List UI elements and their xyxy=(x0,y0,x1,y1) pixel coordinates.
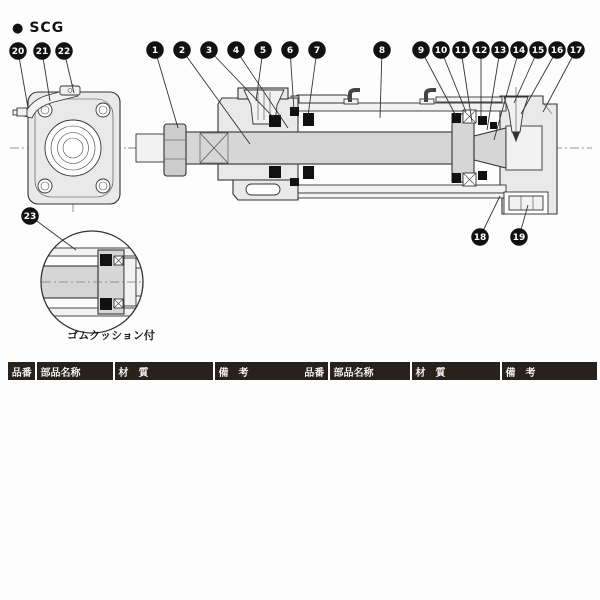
detail-view-rubber-cushion xyxy=(38,231,166,333)
callout-number-7: 7 xyxy=(313,46,321,57)
rod-packing-seal xyxy=(269,115,281,127)
callout-number-8: 8 xyxy=(378,46,386,57)
cylinder-gasket-seal xyxy=(290,107,299,116)
header-part-name: 部品名称 xyxy=(329,363,411,380)
header-part-no: 品番 xyxy=(9,363,36,380)
header-remarks: 備 考 xyxy=(214,363,301,380)
side-section-view xyxy=(128,87,592,214)
piston-packing-seal xyxy=(452,113,461,123)
callout-number-19: 19 xyxy=(512,233,526,244)
rod-end xyxy=(136,134,166,162)
cushion-rubber-seal xyxy=(100,254,112,266)
series-name: SCG xyxy=(29,20,65,36)
callout-number-6: 6 xyxy=(286,46,294,57)
callout-number-14: 14 xyxy=(512,46,526,57)
cushion-sleeve xyxy=(474,128,506,168)
header-part-name: 部品名称 xyxy=(36,363,114,380)
round-nut xyxy=(509,196,543,210)
callout-number-15: 15 xyxy=(531,46,545,57)
tie-rod xyxy=(296,193,504,198)
header-material: 材 質 xyxy=(114,363,214,380)
switch-body xyxy=(60,86,80,95)
callout-number-13: 13 xyxy=(493,46,507,57)
front-view xyxy=(10,84,140,212)
callout-number-9: 9 xyxy=(417,46,425,57)
callout-number-22: 22 xyxy=(57,47,71,58)
switch-rail xyxy=(296,95,348,103)
table-header-row xyxy=(301,363,597,380)
magnet-seal xyxy=(478,116,487,125)
callout-number-23: 23 xyxy=(23,212,37,223)
callout-number-12: 12 xyxy=(474,46,488,57)
bullet-icon: ● xyxy=(12,20,25,36)
callout-number-1: 1 xyxy=(151,46,159,57)
callout-number-4: 4 xyxy=(232,46,240,57)
cushion-boss xyxy=(506,126,542,170)
callout-number-17: 17 xyxy=(569,46,583,57)
callout-number-20: 20 xyxy=(11,47,25,58)
callout-number-21: 21 xyxy=(35,47,49,58)
callout-leader-1 xyxy=(155,50,178,128)
rod-cover-lower xyxy=(218,164,298,180)
piston xyxy=(452,114,474,182)
callout-number-3: 3 xyxy=(205,46,213,57)
callout-number-5: 5 xyxy=(259,46,267,57)
piston-rod xyxy=(185,132,453,164)
callout-number-10: 10 xyxy=(434,46,448,57)
callout-number-18: 18 xyxy=(473,233,487,244)
callout-number-2: 2 xyxy=(178,46,186,57)
header-part-no: 品番 xyxy=(301,363,329,380)
table-header-row xyxy=(9,363,301,380)
callout-leader-17 xyxy=(543,50,576,112)
callout-number-11: 11 xyxy=(454,46,468,57)
callout-number-16: 16 xyxy=(550,46,564,57)
rod-nut xyxy=(164,124,186,176)
header-material: 材 質 xyxy=(411,363,501,380)
header-remarks: 備 考 xyxy=(501,363,597,380)
callout-leader-13 xyxy=(487,50,500,130)
hex-socket-bolt xyxy=(17,108,27,116)
detail-caption: ゴムクッション付 xyxy=(67,329,155,342)
parts-table-left xyxy=(8,362,301,380)
parts-table-right xyxy=(300,362,597,380)
